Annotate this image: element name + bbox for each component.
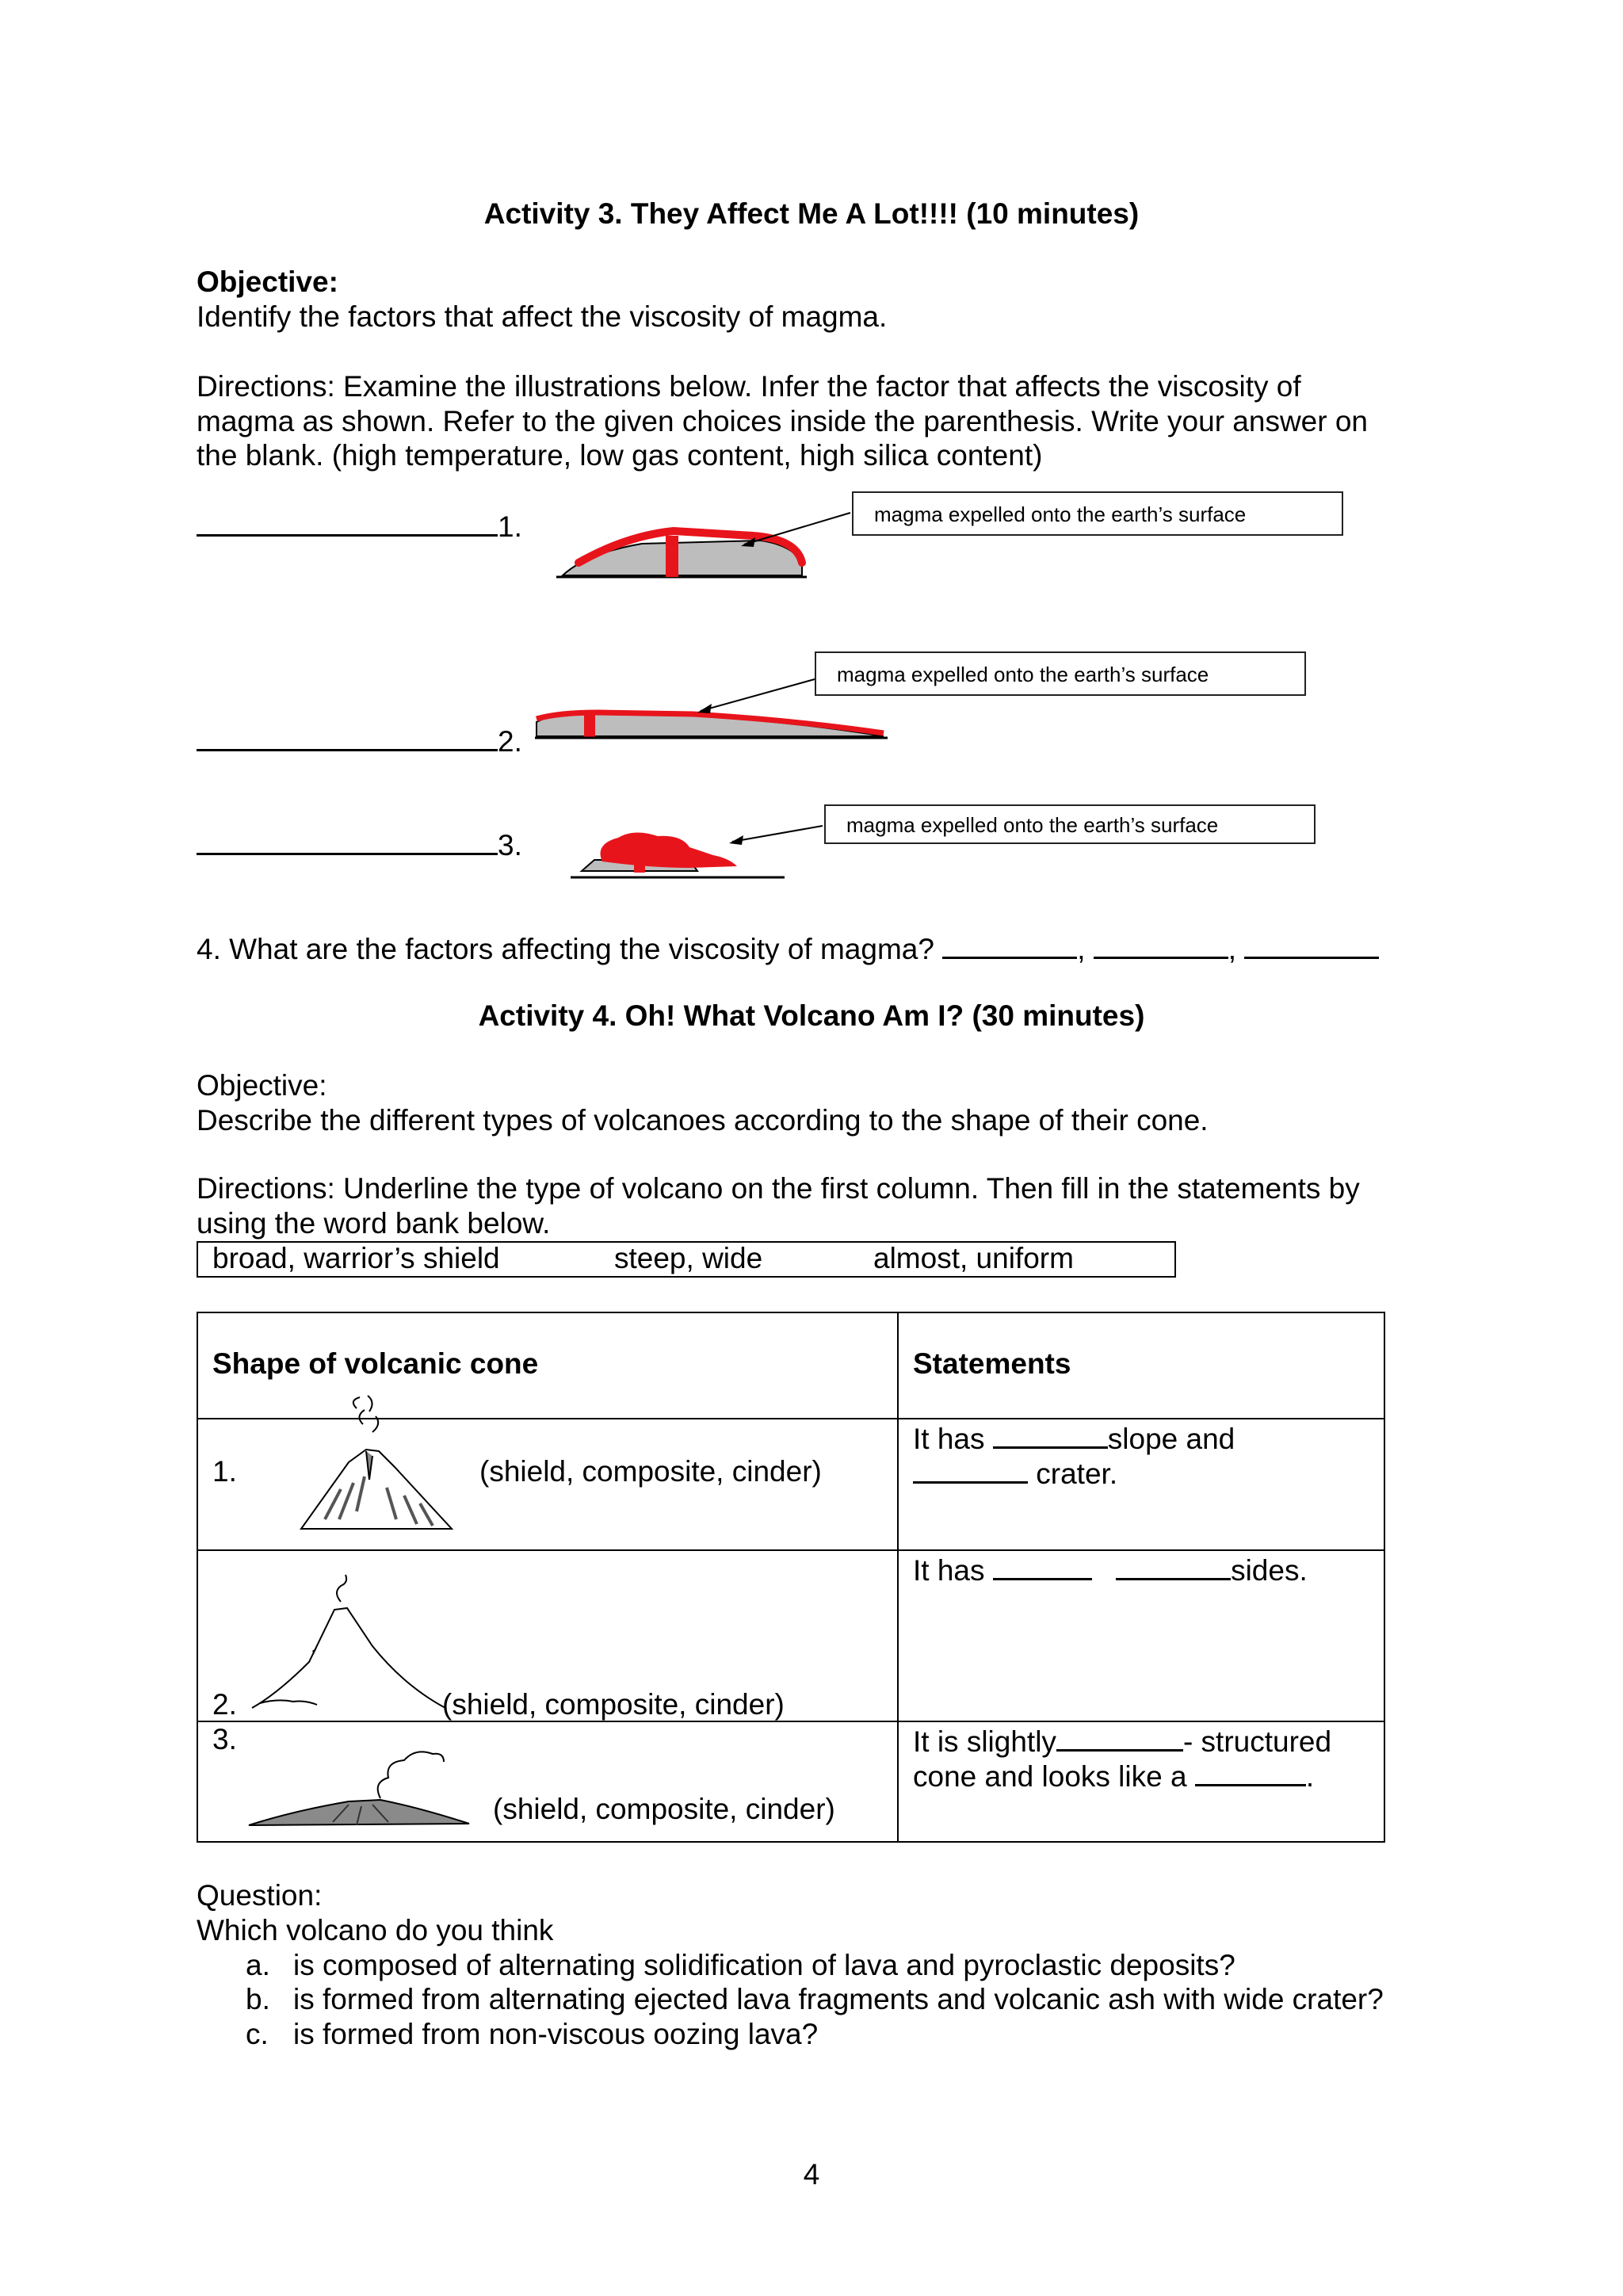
activity3-title: Activity 3. They Affect Me A Lot!!!! (10 minutes) <box>483 197 1140 230</box>
activity3-objective-label: Objective: <box>197 266 338 298</box>
table-header-statements <box>898 1312 1384 1419</box>
row-1-statement-line2 <box>913 1454 1117 1492</box>
word-bank-item-1: broad, warrior’s shield <box>212 1242 500 1274</box>
factor-separator: , <box>1077 933 1086 965</box>
activity4-title: Activity 4. Oh! What Volcano Am I? (30 minutes) <box>478 999 1145 1032</box>
question-c-letter: c. <box>246 2018 269 2050</box>
row-2-stmt-b: sides. <box>1231 1554 1308 1587</box>
row-1-number: 1. <box>212 1455 237 1488</box>
table-row-2-statement <box>898 1550 1384 1721</box>
callout-label-1: magma expelled onto the earth’s surface <box>852 491 1343 536</box>
row-3-statement-line1 <box>913 1722 1331 1759</box>
row-1-blank-2[interactable] <box>913 1454 1028 1484</box>
table-row-2-shape <box>197 1550 898 1721</box>
row-1-stmt-c: crater. <box>1028 1457 1118 1490</box>
row-3-stmt-c: cone and looks like a <box>913 1760 1195 1793</box>
table-row-3-statement <box>898 1721 1384 1842</box>
row-1-stmt-a: It has <box>913 1423 993 1455</box>
cinder-volcano-icon <box>246 1575 452 1710</box>
answer-item-2 <box>197 722 522 759</box>
question-c-text: is formed from non-viscous oozing lava? <box>293 2018 819 2050</box>
row-3-statement-line2 <box>913 1757 1314 1794</box>
row-2-blank-1[interactable] <box>993 1551 1092 1580</box>
row-3-number: 3. <box>212 1723 237 1755</box>
question4-text: 4. What are the factors affecting the viscosity of magma? <box>197 933 934 965</box>
row-3-stmt-d: . <box>1305 1760 1315 1793</box>
activity3-objective-text: Identify the factors that affect the viscosity of magma. <box>197 300 888 333</box>
page-number: 4 <box>803 2158 820 2191</box>
activity3-directions-line1: Directions: Examine the illustrations below. Infer the factor that affects the viscosity of <box>197 370 1301 403</box>
activity4-objective-label: Objective: <box>197 1069 327 1102</box>
row-3-blank-2[interactable] <box>1195 1757 1306 1786</box>
factor-separator: , <box>1228 933 1237 965</box>
row-3-stmt-a: It is slightly <box>913 1725 1056 1758</box>
row-1-stmt-b: slope and <box>1107 1423 1235 1455</box>
item-1-number: 1. <box>498 510 522 543</box>
composite-volcano-icon <box>293 1400 468 1535</box>
question-intro: Which volcano do you think <box>197 1914 554 1946</box>
row-3-stmt-b: - structured <box>1182 1725 1332 1758</box>
question-label: Question: <box>197 1879 323 1912</box>
callout-arrow-2 <box>697 678 816 725</box>
word-bank-item-3: almost, uniform <box>873 1242 1074 1274</box>
activity4-directions-line1: Directions: Underline the type of volcano on the first column. Then fill in the statements by <box>197 1172 1360 1205</box>
answer-item-1 <box>197 507 522 544</box>
header-shape-label: Shape of volcanic cone <box>212 1347 539 1380</box>
row-3-blank-1[interactable] <box>1056 1722 1183 1752</box>
row-2-number: 2. <box>212 1688 237 1721</box>
answer-blank-3[interactable] <box>197 826 498 855</box>
row-3-choices[interactable]: (shield, composite, cinder) <box>493 1793 835 1825</box>
volcano-table <box>197 1312 1385 1843</box>
activity3-question4 <box>197 930 1379 967</box>
row-1-choices[interactable]: (shield, composite, cinder) <box>479 1455 822 1488</box>
row-2-blank-2[interactable] <box>1116 1551 1231 1580</box>
question-b-text: is formed from alternating ejected lava fragments and volcanic ash with wide crater? <box>293 1983 1384 2015</box>
answer-blank-2[interactable] <box>197 722 498 751</box>
item-3-number: 3. <box>498 829 522 861</box>
callout-arrow-1 <box>741 511 852 559</box>
activity4-directions-line2: using the word bank below. <box>197 1207 551 1240</box>
factor-blank-2[interactable] <box>1094 930 1228 959</box>
row-1-blank-1[interactable] <box>993 1419 1108 1449</box>
callout-label-3: magma expelled onto the earth’s surface <box>824 804 1316 844</box>
shield-volcano-icon <box>246 1743 483 1838</box>
question-a-letter: a. <box>246 1949 270 1981</box>
header-statements-label: Statements <box>913 1347 1071 1380</box>
row-2-choices[interactable]: (shield, composite, cinder) <box>442 1688 785 1721</box>
activity3-directions-line3: the blank. (high temperature, low gas content, high silica content) <box>197 439 1043 472</box>
factor-blank-3[interactable] <box>1244 930 1379 959</box>
word-bank-item-2: steep, wide <box>614 1242 763 1274</box>
question-a-text: is composed of alternating solidification of lava and pyroclastic deposits? <box>293 1949 1235 1981</box>
factor-blank-1[interactable] <box>942 930 1077 959</box>
table-row-3-shape <box>197 1721 898 1842</box>
row-1-statement-line1 <box>913 1419 1235 1457</box>
question-b-letter: b. <box>246 1983 270 2015</box>
activity4-objective-text: Describe the different types of volcanoes according to the shape of their cone. <box>197 1104 1209 1137</box>
item-2-number: 2. <box>498 725 522 758</box>
activity3-directions-line2: magma as shown. Refer to the given choices inside the parenthesis. Write your answer on <box>197 405 1369 437</box>
callout-label-2: magma expelled onto the earth’s surface <box>815 651 1306 696</box>
answer-item-3 <box>197 826 522 863</box>
row-2-stmt-a: It has <box>913 1554 993 1587</box>
table-row-1-statement <box>898 1419 1384 1550</box>
answer-blank-1[interactable] <box>197 507 498 537</box>
table-row-1-shape <box>197 1419 898 1550</box>
callout-arrow-3 <box>729 824 824 856</box>
row-2-statement-line1 <box>913 1551 1308 1588</box>
